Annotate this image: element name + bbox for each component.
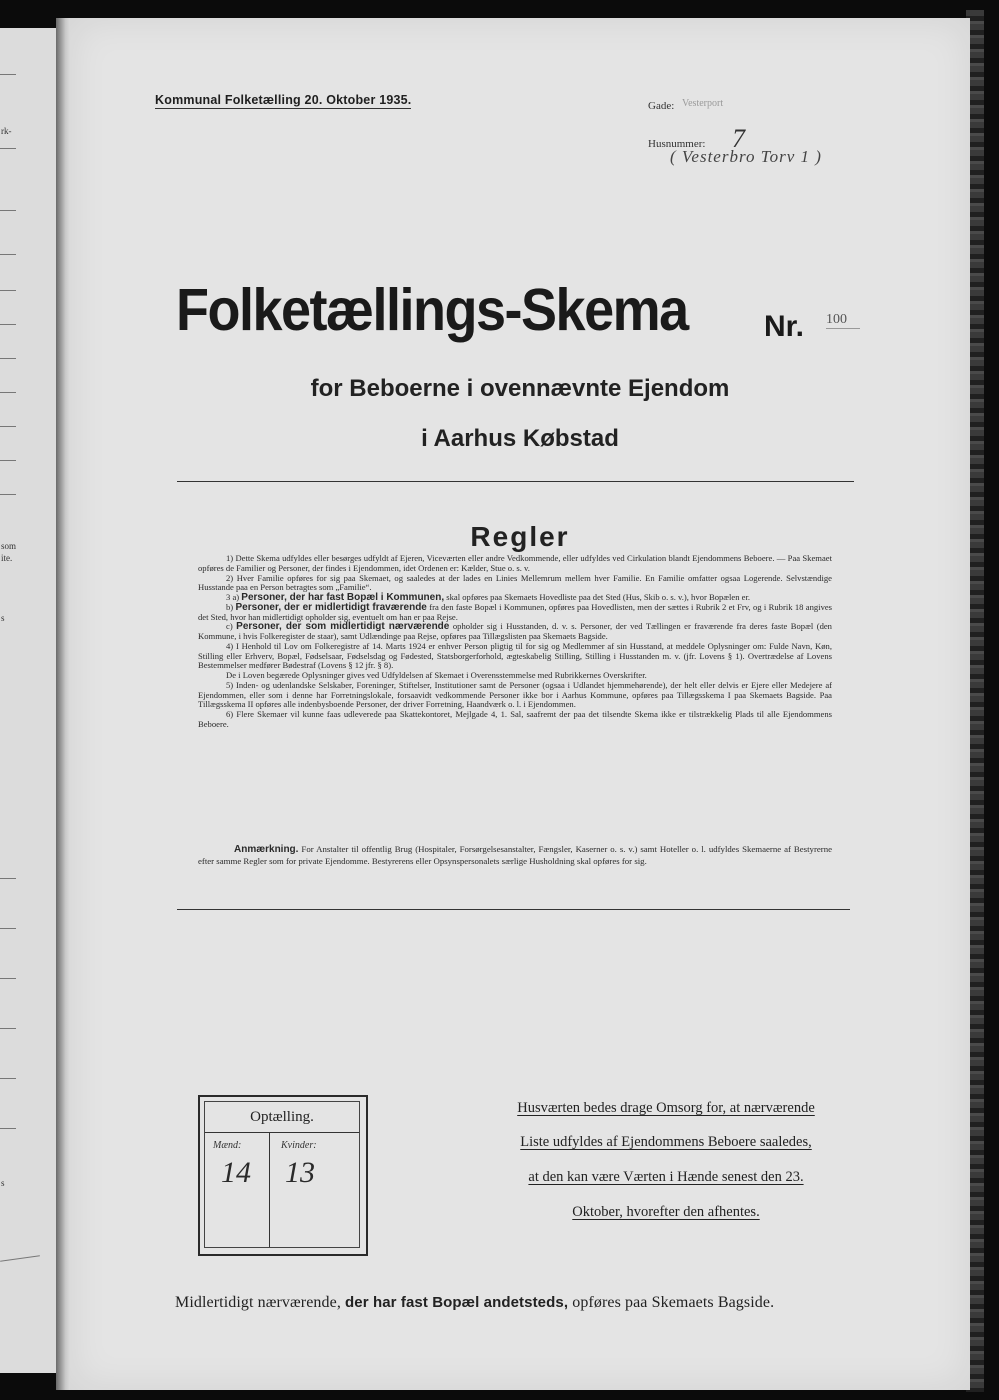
rule-3a-text: skal opføres paa Skemaets Hovedliste paa det Sted (Hus, Skib o. s. v.), hvor Bopælen er.	[446, 592, 751, 602]
left-page-rule	[0, 210, 16, 211]
left-page-rule	[0, 460, 16, 461]
form-number-label: Nr.	[764, 310, 805, 343]
count-title: Optælling.	[250, 1109, 314, 1125]
form-title: Folketællings-Skema	[176, 277, 688, 344]
rule-1: 1) Dette Skema udfyldes eller besørges udfyldt af Ejeren, Viceværten eller andre Vedkommende, eller udfyldes ved Cirkulation blandt Ejendommens Beboere. — Paa Skemaet opføres de Familier og Personer, der findes i Ejendommen, idet Ordenen er: Kælder, Stue o. s. v.	[198, 553, 832, 573]
rule-4-note: De i Loven begærede Oplysninger gives ved Udfyldelsen af Skemaet i Overensstemmelse med Rubrikkernes Overskrifter.	[226, 670, 647, 680]
gade-value: Vesterport	[682, 98, 724, 109]
rule-3c-number: c)	[226, 621, 233, 632]
count-divider	[205, 1132, 359, 1133]
left-page-rule	[0, 74, 16, 75]
left-page-rule	[0, 1128, 16, 1129]
left-page-text: rk-	[1, 126, 12, 136]
rule-3c	[198, 622, 832, 642]
men-count: 14	[221, 1156, 251, 1189]
rule-3c-heading: Personer, der som midlertidigt nærværende	[236, 621, 450, 633]
left-page-rule	[0, 978, 16, 979]
left-page-fragment	[0, 28, 58, 1373]
rules-body	[198, 554, 832, 730]
landlord-notice-line: Oktober, hvorefter den afhentes.	[572, 1204, 760, 1220]
left-page-rule	[0, 392, 16, 393]
remark-text: For Anstalter til offentlig Brug (Hospitaler, Forsørgelsesanstalter, Fængsler, Kaserner o. s. v.) samt Hoteller o. l. udfyldes Skemaerne af Bestyrerne efter samme Regler som for private Ejendomme. Bestyrerens eller Opsynspersonalets særlige Husholdning skal opføres for sig.	[198, 844, 833, 866]
count-box	[198, 1095, 368, 1256]
rule-3b-text: fra den faste Bopæl i Kommunen, opføres paa Hovedlisten, men der sættes i Rubrik 2 et Frv, og i Rubrik 18 angives det Sted, hvor han midlertidigt opholder sig, eventuelt om han er paa Rejse.	[198, 601, 833, 622]
men-label: Mænd:	[213, 1140, 242, 1151]
left-page-rule	[0, 358, 16, 359]
footer-bold-text: der har fast Bopæl andetsteds,	[345, 1294, 569, 1311]
form-subtitle: for Beboerne i ovennævnte Ejendom	[310, 375, 730, 402]
left-page-text: som	[1, 541, 17, 551]
women-count: 13	[285, 1156, 315, 1189]
rule-3b-number: b)	[226, 601, 234, 612]
landlord-notice-line: Husværten bedes drage Omsorg for, at nærværende	[517, 1100, 815, 1116]
left-page-text: ite.	[1, 553, 13, 563]
left-page-rule	[0, 254, 16, 255]
left-page-text: s	[1, 1178, 5, 1188]
remark-heading: Anmærkning.	[234, 844, 299, 855]
remark	[198, 844, 832, 867]
count-box-inner	[204, 1101, 360, 1248]
rule-3a-heading: Personer, der har fast Bopæl i Kommunen,	[241, 592, 445, 603]
census-header: Kommunal Folketælling 20. Oktober 1935.	[155, 93, 412, 107]
divider	[177, 481, 854, 482]
left-page-signature-stroke	[0, 1255, 40, 1262]
landlord-notice-line: Liste udfyldes af Ejendommens Beboere saaledes,	[520, 1134, 812, 1150]
rule-3b	[198, 603, 832, 623]
left-page-rule	[0, 148, 16, 149]
rules-heading: Regler	[470, 521, 570, 552]
count-column-divider	[269, 1133, 270, 1247]
left-page-rule	[0, 1028, 16, 1029]
landlord-notice-line: at den kan være Værten i Hænde senest den 23.	[528, 1169, 804, 1185]
left-page-rule	[0, 494, 16, 495]
husnummer-value: 7	[732, 124, 745, 153]
footer-text-end: opføres paa Skemaets Bagside.	[572, 1294, 775, 1311]
rule-2: 2) Hver Familie opføres for sig paa Skemaet, og saaledes at der lades en Linies Mellemrum mellem hver Familie. En Familie omfatter ogsaa Logerende. Selvstændige Husstande paa en Person betragtes som „Familie“.	[198, 572, 832, 593]
women-label: Kvinder:	[281, 1140, 317, 1151]
left-page-rule	[0, 1078, 16, 1079]
rule-3a-number: 3 a)	[226, 592, 240, 602]
left-page-rule	[0, 426, 16, 427]
rule-3b-heading: Personer, der er midlertidigt fraværende	[235, 601, 427, 613]
rule-5: 5) Inden- og udenlandske Selskaber, Foreninger, Stiftelser, Institutioner samt de Personer (ogsaa i Udlandet hjemmehørende), der helt eller delvis er Ejere eller Medejere af Ejendommen, eller som i denne har Forretningslokale, forsaavidt vedkommende Personer ikke bor i Aarhus Kommune, opføres paa Tillægsskema I paa Skemaets Bagside. Paa Tillægsskema II opføres alle indenbysboende Personer, der driver Forretning, Haandværk o. l. i Ejendommen.	[198, 679, 832, 710]
footer-text: Midlertidigt nærværende,	[175, 1294, 341, 1311]
left-page-rule	[0, 928, 16, 929]
left-page-rule	[0, 290, 16, 291]
divider	[177, 909, 850, 910]
left-page-rule	[0, 324, 16, 325]
left-page-text: s	[1, 613, 5, 623]
footer-note	[175, 1294, 774, 1312]
gade-label: Gade:	[648, 100, 675, 112]
form-subtitle-location: i Aarhus Købstad	[421, 425, 619, 452]
husnummer-label: Husnummer:	[648, 138, 706, 150]
rule-3c-text: opholder sig i Husstanden, d. v. s. Personer, der ved Tællingen er fraværende fra deres faste Bopæl (den Kommune, i hvis Folkeregister de staar), samt Udlændinge paa Rejse, opføres paa Tillægslisten paa Skemaets Bagside.	[198, 621, 832, 641]
left-page-rule	[0, 878, 16, 879]
rule-4: 4) I Henhold til Lov om Folkeregistre af 14. Marts 1924 er enhver Person pligtig til for sig og Medlemmer af sin Husstand, at meddele Oplysninger om: Fulde Navn, Køn, Stilling eller Erhverv, Bopæl, Fødselsaar, Fødselsdag og Fødested, Statsborgerforhold, ægteskabelig Stilling, Stilling i Husstanden m. v. (jfr. Lovens § 1). Overtrædelse af Lovens Bestemmelser medfører Bødestraf (Lovens § 12 jfr. § 8).	[198, 640, 832, 671]
rule-6: 6) Flere Skemaer vil kunne faas udleverede paa Skattekontoret, Mejlgade 4, 1. Sal, saafremt der paa det tilsendte Skema ikke er tilstrækkelig Plads til alle Ejendommens Beboere.	[198, 709, 832, 729]
census-form-page	[70, 18, 970, 1390]
husnummer-handwritten-note: ( Vesterbro Torv 1 )	[670, 147, 822, 166]
form-number-value: 100	[826, 312, 860, 329]
